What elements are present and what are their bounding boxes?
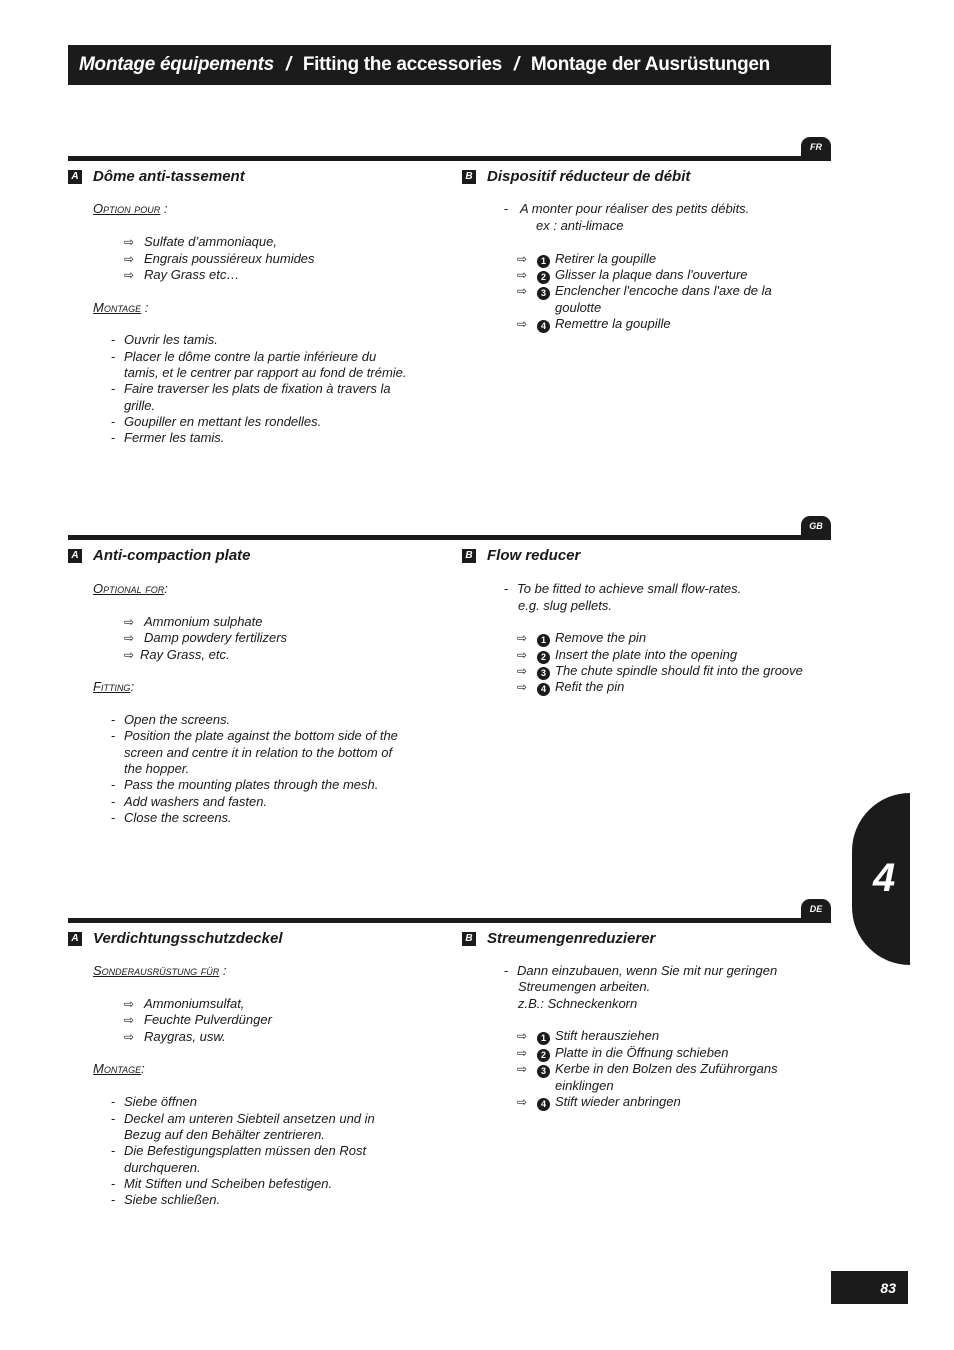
step-text: Glisser la plaque dans l'ouverture: [555, 267, 748, 282]
column-b-gb: [462, 546, 831, 746]
column-b-title: Dispositif réducteur de débit: [487, 167, 691, 185]
step-text: Close the screens.: [124, 810, 232, 825]
arrow-right-icon: ⇨: [517, 1046, 528, 1060]
step-number-badge: 2: [537, 651, 550, 664]
letter-a-box: A: [68, 170, 82, 184]
arrow-right-icon: ⇨: [517, 648, 528, 662]
intro-text: A monter pour réaliser des petits débits.: [520, 201, 750, 216]
intro-continued: Streumengen arbeiten.: [518, 979, 651, 994]
list-item: [517, 647, 737, 664]
letter-b-box: B: [462, 549, 476, 563]
section-de: [68, 899, 831, 1229]
title-fr: Montage équipements: [79, 54, 274, 75]
arrow-right-icon: ⇨: [517, 680, 528, 694]
list-item: [124, 630, 287, 646]
arrow-right-icon: ⇨: [124, 631, 135, 645]
list-item: [517, 630, 646, 647]
lang-tab-de: DE: [801, 899, 831, 919]
list-item: - Dann einzubauen, wenn Sie mit nur geringen: [504, 963, 778, 978]
column-a-heading: [68, 546, 458, 566]
column-b-fr: [462, 167, 831, 367]
option-text: Sulfate d’ammoniaque,: [144, 234, 277, 249]
step-text: Remove the pin: [555, 630, 647, 645]
intro-text: To be fitted to achieve small flow-rates.: [517, 581, 742, 596]
arrow-right-icon: ⇨: [517, 284, 528, 298]
option-label-line: [93, 581, 168, 597]
option-text: Feuchte Pulverdünger: [144, 1012, 272, 1027]
option-text: Raygras, usw.: [144, 1029, 226, 1044]
letter-a-box: A: [68, 932, 82, 946]
arrow-right-icon: ⇨: [124, 997, 135, 1011]
arrow-right-icon: ⇨: [517, 631, 528, 645]
step-text: Siebe öffnen: [124, 1094, 198, 1109]
column-b-title: Streumengenreduzierer: [487, 929, 656, 947]
option-text: Ray Grass etc…: [144, 267, 240, 282]
list-item: - Placer le dôme contre la partie inférieure du: [111, 349, 377, 364]
list-item: - Position the plate against the bottom side of the: [111, 728, 398, 743]
step-text: Deckel am unteren Siebteil ansetzen und in: [124, 1111, 375, 1126]
letter-a-box: A: [68, 549, 82, 563]
option-text: Engrais poussiéreux humides: [144, 251, 315, 266]
intro-text: Dann einzubauen, wenn Sie mit nur geringen: [517, 963, 778, 978]
list-item: [124, 1012, 272, 1028]
list-item-continued: Bezug auf den Behälter zentrieren.: [124, 1127, 325, 1142]
column-a-title: Verdichtungsschutzdeckel: [93, 929, 283, 947]
arrow-right-icon: ⇨: [124, 252, 135, 266]
list-item: [124, 614, 263, 630]
fitting-label: Montage: [93, 300, 142, 315]
step-number-badge: 4: [537, 320, 550, 333]
step-text: Open the screens.: [124, 712, 231, 727]
step-number-badge: 3: [537, 667, 550, 680]
option-suffix: :: [160, 201, 168, 216]
arrow-right-icon: ⇨: [517, 664, 528, 678]
step-text: Retirer la goupille: [555, 251, 657, 266]
arrow-right-icon: ⇨: [124, 235, 135, 249]
step-text: Kerbe in den Bolzen des Zuführorgans: [555, 1061, 778, 1076]
list-item: [124, 234, 277, 250]
step-number-badge: 1: [537, 1032, 550, 1045]
option-label-line: [93, 963, 227, 979]
arrow-right-icon: ⇨: [124, 1013, 135, 1027]
intro-continued: z.B.: Schneckenkorn: [518, 996, 638, 1011]
list-item: - Mit Stiften und Scheiben befestigen.: [111, 1176, 333, 1191]
column-b-heading: [462, 929, 831, 949]
column-a-title: Dôme anti-tassement: [93, 167, 245, 185]
list-item: - A monter pour réaliser des petits débits.: [504, 201, 750, 216]
list-item: - Open the screens.: [111, 712, 231, 727]
fitting-label: Montage: [93, 1061, 142, 1076]
step-text: Remettre la goupille: [555, 316, 671, 331]
lang-tab-gb: GB: [801, 516, 831, 536]
option-suffix: :: [219, 963, 227, 978]
list-item: - Die Befestigungsplatten müssen den Rost: [111, 1143, 367, 1158]
arrow-right-icon: ⇨: [517, 1062, 528, 1076]
fitting-suffix: :: [130, 679, 135, 694]
list-item: [124, 251, 315, 267]
column-a-fr: [68, 167, 458, 457]
step-text: The chute spindle should fit into the groove: [555, 663, 803, 678]
list-item-continued: durchqueren.: [124, 1160, 201, 1175]
column-a-heading: [68, 929, 458, 949]
list-item: [517, 663, 803, 680]
title-separator: /: [513, 54, 519, 75]
list-item: [124, 1029, 226, 1045]
list-item: [124, 647, 230, 663]
option-label-line: [93, 201, 167, 217]
fitting-label-line: [93, 300, 148, 316]
option-label: Option pour: [93, 201, 161, 216]
option-text: Damp powdery fertilizers: [144, 630, 288, 645]
list-item: [517, 1045, 728, 1062]
fitting-label-line: [93, 679, 134, 695]
step-number-badge: 1: [537, 634, 550, 647]
arrow-right-icon: ⇨: [517, 268, 528, 282]
list-item: [517, 283, 772, 300]
letter-b-box: B: [462, 932, 476, 946]
step-text: Stift herausziehen: [555, 1028, 660, 1043]
list-item: - Faire traverser les plats de fixation à travers la: [111, 381, 391, 396]
step-number-badge: 4: [537, 683, 550, 696]
arrow-right-icon: ⇨: [124, 648, 135, 662]
column-b-de: [462, 929, 831, 1129]
list-item-continued: einklingen: [555, 1078, 614, 1093]
page-title-bar: [68, 45, 831, 85]
arrow-right-icon: ⇨: [517, 317, 528, 331]
list-item: [517, 679, 624, 696]
option-text: Ammonium sulphate: [144, 614, 263, 629]
section-divider: [68, 918, 831, 923]
option-label: Sonderausrüstung für: [93, 963, 220, 978]
list-item: [517, 316, 671, 333]
fitting-label-line: [93, 1061, 145, 1077]
arrow-right-icon: ⇨: [517, 1095, 528, 1109]
step-text: Placer le dôme contre la partie inférieure du: [124, 349, 377, 364]
title-de: Montage der Ausrüstungen: [530, 54, 770, 75]
section-divider: [68, 535, 831, 540]
title-gb: Fitting the accessories: [302, 54, 502, 75]
step-number-badge: 2: [537, 271, 550, 284]
step-text: Pass the mounting plates through the mesh.: [124, 777, 379, 792]
list-item: - Fermer les tamis.: [111, 430, 225, 445]
column-b-heading: [462, 167, 831, 187]
list-item: [517, 1061, 778, 1078]
step-text: Add washers and fasten.: [124, 794, 268, 809]
title-separator: /: [285, 54, 291, 75]
arrow-right-icon: ⇨: [124, 1030, 135, 1044]
section-gb: [68, 516, 831, 846]
step-text: Enclencher l'encoche dans l'axe de la: [555, 283, 772, 298]
list-item: - Deckel am unteren Siebteil ansetzen und in: [111, 1111, 375, 1126]
option-suffix: :: [164, 581, 168, 596]
list-item: - To be fitted to achieve small flow-rates.: [504, 581, 742, 596]
column-a-de: [68, 929, 458, 1219]
list-item: - Pass the mounting plates through the mesh.: [111, 777, 379, 792]
step-text: Insert the plate into the opening: [555, 647, 738, 662]
list-item-continued: tamis, et le centrer par rapport au fond de trémie.: [124, 365, 407, 380]
step-text: Platte in die Öffnung schieben: [555, 1045, 729, 1060]
list-item: [517, 267, 748, 284]
step-text: Ouvrir les tamis.: [124, 332, 218, 347]
column-a-heading: [68, 167, 458, 187]
list-item-continued: screen and centre it in relation to the bottom of: [124, 745, 393, 760]
fitting-suffix: :: [141, 300, 149, 315]
intro-continued: ex : anti-limace: [536, 218, 624, 233]
list-item: [517, 251, 656, 268]
column-b-heading: [462, 546, 831, 566]
arrow-right-icon: ⇨: [124, 268, 135, 282]
arrow-right-icon: ⇨: [517, 1029, 528, 1043]
list-item-continued: grille.: [124, 398, 156, 413]
list-item-continued: goulotte: [555, 300, 602, 315]
step-number-badge: 3: [537, 287, 550, 300]
list-item: - Add washers and fasten.: [111, 794, 268, 809]
option-text: Ammoniumsulfat,: [144, 996, 245, 1011]
column-a-title: Anti-compaction plate: [93, 546, 251, 564]
section-divider: [68, 156, 831, 161]
list-item-continued: the hopper.: [124, 761, 190, 776]
arrow-right-icon: ⇨: [124, 615, 135, 629]
chapter-number: 4: [873, 856, 896, 900]
letter-b-box: B: [462, 170, 476, 184]
step-text: Faire traverser les plats de fixation à travers la: [124, 381, 391, 396]
fitting-suffix: :: [141, 1061, 145, 1076]
list-item: [517, 1028, 659, 1045]
list-item: - Ouvrir les tamis.: [111, 332, 218, 347]
section-fr: [68, 137, 831, 467]
list-item: [124, 267, 239, 283]
step-text: Position the plate against the bottom side of the: [124, 728, 398, 743]
list-item: - Siebe schließen.: [111, 1192, 221, 1207]
step-text: Die Befestigungsplatten müssen den Rost: [124, 1143, 367, 1158]
step-text: Siebe schließen.: [124, 1192, 221, 1207]
option-text: Ray Grass, etc.: [140, 647, 230, 662]
step-text: Refit the pin: [555, 679, 625, 694]
page-number: 83: [831, 1271, 908, 1304]
lang-tab-fr: FR: [801, 137, 831, 157]
list-item: [124, 996, 244, 1012]
list-item: - Close the screens.: [111, 810, 232, 825]
intro-continued: e.g. slug pellets.: [518, 598, 612, 613]
option-label: Optional for: [93, 581, 165, 596]
step-text: Fermer les tamis.: [124, 430, 225, 445]
step-text: Goupiller en mettant les rondelles.: [124, 414, 322, 429]
step-number-badge: 3: [537, 1065, 550, 1078]
step-number-badge: 4: [537, 1098, 550, 1111]
step-number-badge: 2: [537, 1049, 550, 1062]
list-item: [517, 1094, 681, 1111]
step-text: Mit Stiften und Scheiben befestigen.: [124, 1176, 333, 1191]
column-a-gb: [68, 546, 458, 836]
list-item: - Goupiller en mettant les rondelles.: [111, 414, 322, 429]
arrow-right-icon: ⇨: [517, 252, 528, 266]
list-item: - Siebe öffnen: [111, 1094, 198, 1109]
step-number-badge: 1: [537, 255, 550, 268]
fitting-label: Fitting: [93, 679, 131, 694]
column-b-title: Flow reducer: [487, 546, 581, 564]
step-text: Stift wieder anbringen: [555, 1094, 681, 1109]
